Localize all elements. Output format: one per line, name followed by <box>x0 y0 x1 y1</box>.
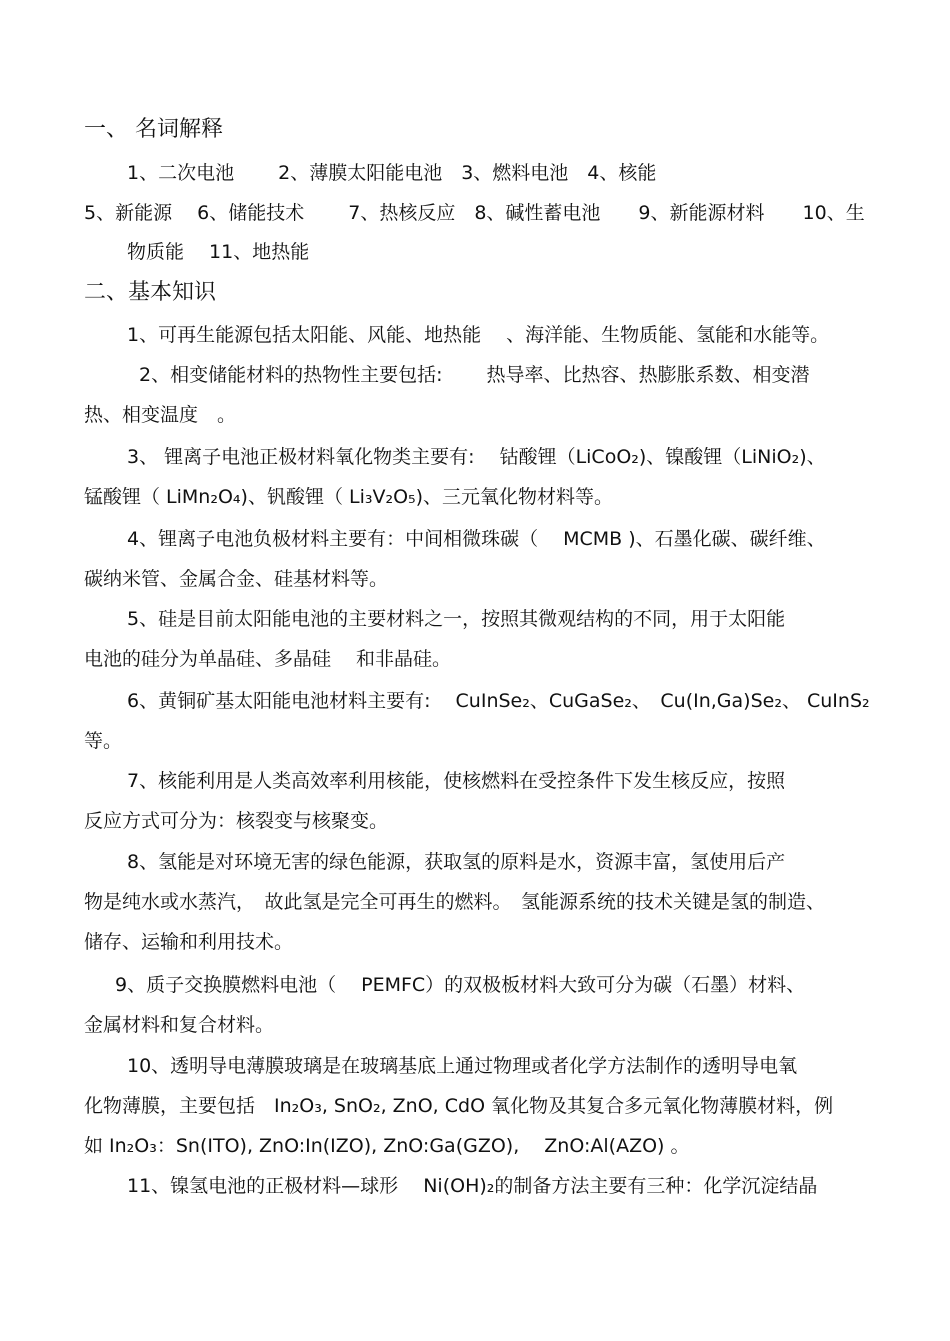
paragraph-6-line-1: 6、黄铜矿基太阳能电池材料主要有: CuInSe₂、CuGaSe₂、 Cu(In,Ga)Se₂、 CuInS₂ <box>127 690 870 712</box>
paragraph-7-line-2: 反应方式可分为：核裂变与核聚变。 <box>84 810 389 832</box>
paragraph-8-line-3: 储存、运输和利用技术。 <box>84 931 294 953</box>
paragraph-3-line-2: 锰酸锂（ LiMn₂O₄)、钒酸锂（ Li₃V₂O₅)、三元氧化物材料等。 <box>84 486 614 508</box>
paragraph-10-line-2: 化物薄膜，主要包括 In₂O₃, SnO₂, ZnO, CdO 氧化物及其复合多元氧化物薄膜材料，例 <box>84 1095 834 1117</box>
paragraph-6-line-2: 等。 <box>84 730 123 752</box>
paragraph-11-line-1: 11、镍氢电池的正极材料—球形 Ni(OH)₂的制备方法主要有三种：化学沉淀结晶 <box>127 1175 818 1197</box>
paragraph-5-line-2: 电池的硅分为单晶硅、多晶硅 和非晶硅。 <box>84 648 452 670</box>
paragraph-2-line-1: 2、相变储能材料的热物性主要包括: 热导率、比热容、热膨胀系数、相变潜 <box>139 364 810 386</box>
section-heading-terms: 一、 名词解释 <box>84 117 223 142</box>
paragraph-8-line-1: 8、氢能是对环境无害的绿色能源，获取氢的原料是水，资源丰富，氢使用后产 <box>127 851 786 873</box>
paragraph-9-line-1: 9、质子交换膜燃料电池（ PEMFC）的双极板材料大致可分为碳（石墨）材料、 <box>115 974 806 996</box>
paragraph-10-line-3: 如 In₂O₃：Sn(ITO), ZnO:In(IZO), ZnO:Ga(GZO), ZnO:Al(AZO) 。 <box>84 1135 690 1157</box>
paragraph-2-line-2: 热、相变温度 。 <box>84 404 237 426</box>
paragraph-1-line-1: 1、可再生能源包括太阳能、风能、地热能 、海洋能、生物质能、氢能和水能等。 <box>127 324 830 346</box>
paragraph-7-line-1: 7、核能利用是人类高效率利用核能，使核燃料在受控条件下发生核反应，按照 <box>127 770 786 792</box>
paragraph-9-line-2: 金属材料和复合材料。 <box>84 1014 275 1036</box>
paragraph-8-line-2: 物是纯水或水蒸汽， 故此氢是完全可再生的燃料。 氢能源系统的技术关键是氢的制造、 <box>84 891 826 913</box>
section-heading-knowledge: 二、基本知识 <box>84 280 217 305</box>
paragraph-4-line-1: 4、锂离子电池负极材料主要有：中间相微珠碳（ MCMB )、石墨化碳、碳纤维、 <box>127 528 826 550</box>
terms-line-1: 1、二次电池 2、薄膜太阳能电池 3、燃料电池 4、核能 <box>127 162 657 184</box>
terms-line-2: 5、新能源 6、储能技术 7、热核反应 8、碱性蓄电池 9、新能源材料 10、生 <box>84 202 865 224</box>
paragraph-10-line-1: 10、透明导电薄膜玻璃是在玻璃基底上通过物理或者化学方法制作的透明导电氧 <box>127 1055 798 1077</box>
terms-line-3: 物质能 11、地热能 <box>127 241 310 263</box>
paragraph-5-line-1: 5、硅是目前太阳能电池的主要材料之一，按照其微观结构的不同，用于太阳能 <box>127 608 786 630</box>
paragraph-3-line-1: 3、 锂离子电池正极材料氧化物类主要有: 钴酸锂（LiCoO₂)、镍酸锂（LiNiO₂)、 <box>127 446 826 468</box>
paragraph-4-line-2: 碳纳米管、金属合金、硅基材料等。 <box>84 568 389 590</box>
